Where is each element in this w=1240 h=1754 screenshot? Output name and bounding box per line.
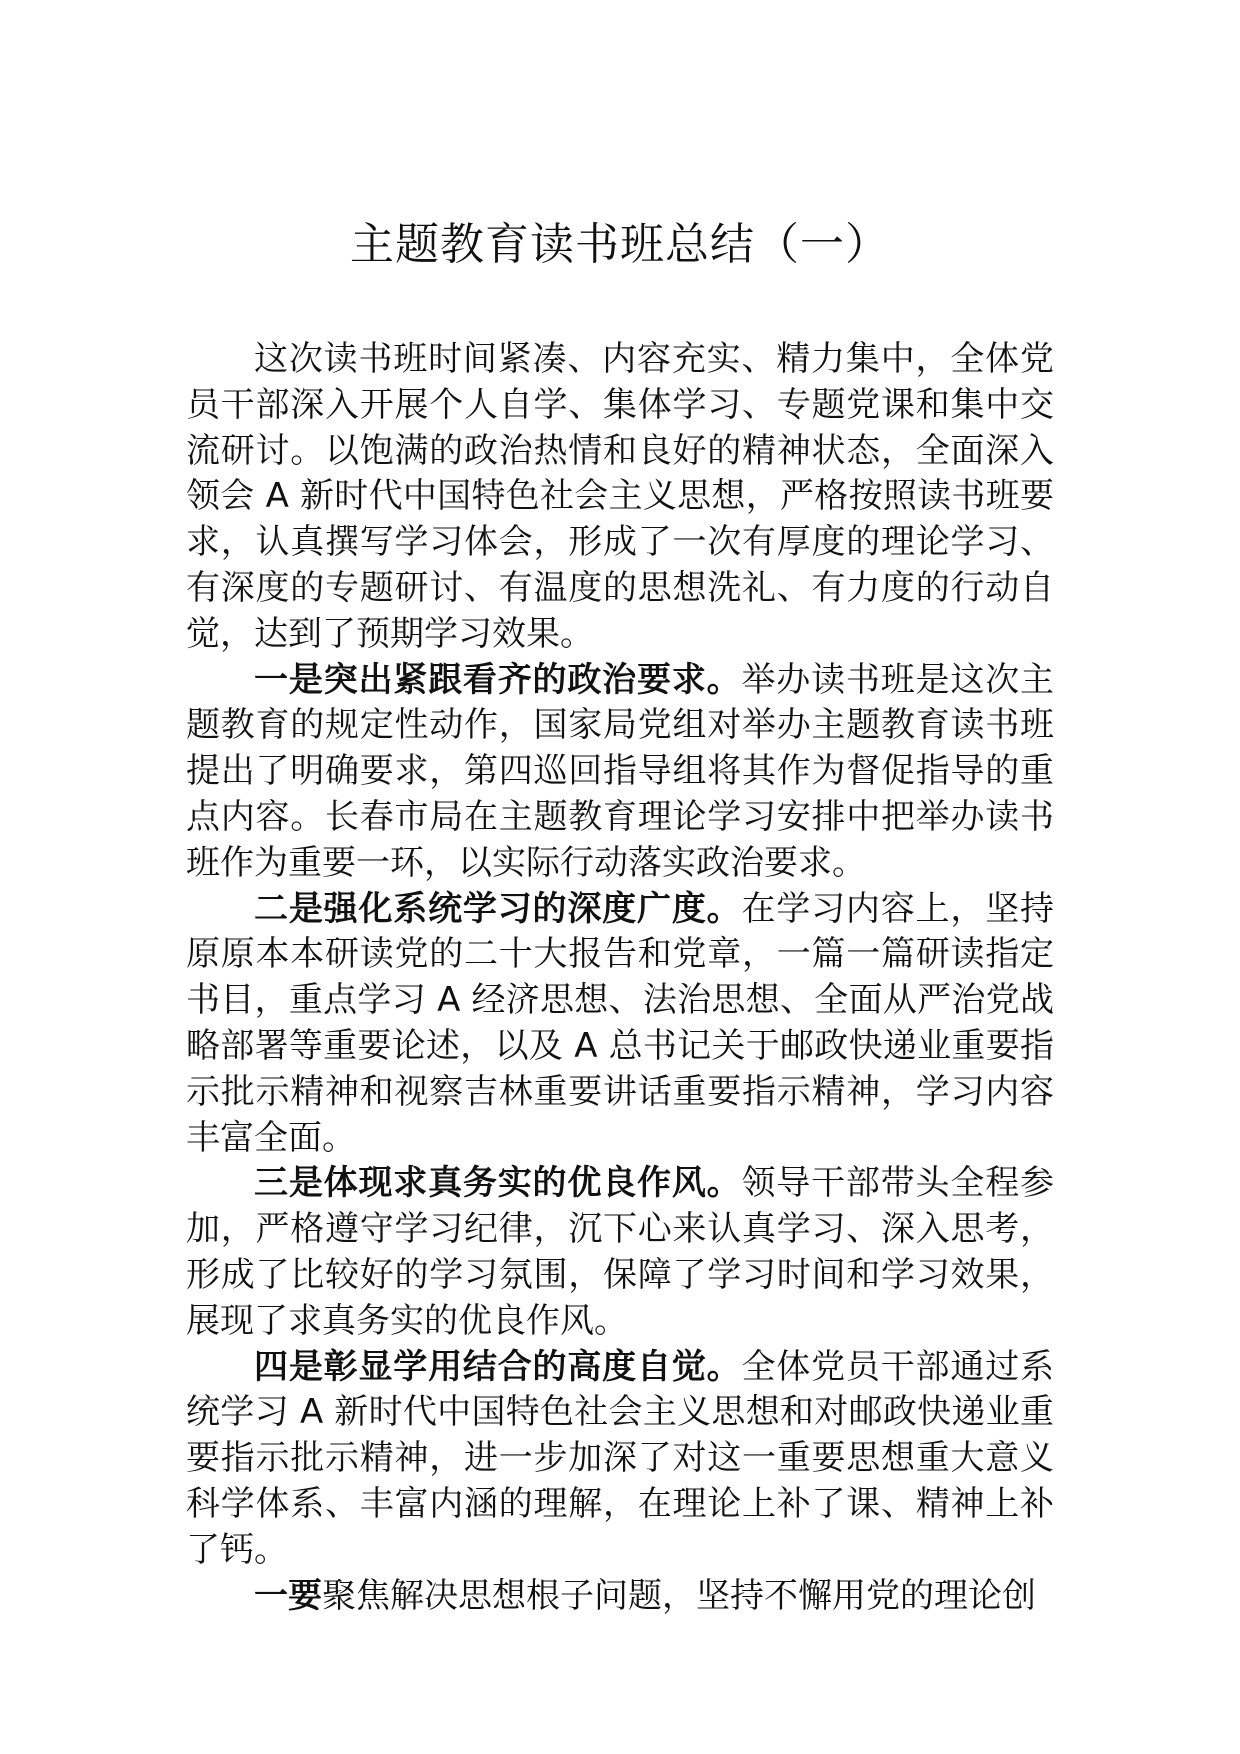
document-body	[186, 337, 1054, 1619]
paragraph-text: 领导干部带头全程参加，严格遵守学习纪律，沉下心来认真学习、深入思考，形成了比较好的学习氛围，保障了学习时间和学习效果，展现了求真务实的优良作风。	[186, 1163, 1055, 1341]
paragraph-text: 这次读书班时间紧凑、内容充实、精力集中，全体党员干部深入开展个人自学、集体学习、专题党课和集中交流研讨。以饱满的政治热情和良好的精神状态，全面深入领会 A 新时代中国特色社会主义思想，严格按照读书班要求，认真撰写学习体会，形成了一次有厚度的理论学习、有深度的专题研讨、有温度的思想洗礼、有力度的行动自觉，达到了预期学习效果。	[186, 339, 1054, 654]
paragraph-text: 举办读书班是这次主题教育的规定性动作，国家局党组对举办主题教育读书班提出了明确要求，第四巡回指导组将其作为督促指导的重点内容。长春市局在主题教育理论学习安排中把举办读书班作为重要一环，以实际行动落实政治要求。	[186, 659, 1055, 883]
paragraph-lead: 二是强化系统学习的深度广度。	[254, 888, 742, 929]
document-title: 主题教育读书班总结（一）	[350, 219, 890, 270]
paragraph-lead: 四是彰显学用结合的高度自觉。	[254, 1346, 742, 1387]
paragraph-point-4	[186, 1345, 1054, 1574]
paragraph-requirement-1	[186, 1574, 1054, 1620]
paragraph-lead: 三是体现求真务实的优良作风。	[254, 1163, 742, 1204]
paragraph-point-3	[186, 1161, 1054, 1344]
paragraph-text: 全体党员干部通过系统学习 A 新时代中国特色社会主义思想和对邮政快递业重要指示批示精神，进一步加深了对这一重要思想重大意义科学体系、丰富内涵的理解，在理论上补了课、精神上补了钙。	[186, 1346, 1055, 1570]
paragraph-point-1	[186, 658, 1054, 887]
paragraph-text: 在学习内容上，坚持原原本本研读党的二十大报告和党章，一篇一篇研读指定书目，重点学习 A 经济思想、法治思想、全面从严治党战略部署等重要论述，以及 A 总书记关于邮政快递业重要指示批示精神和视察吉林重要讲话重要指示精神，学习内容丰富全面。	[186, 888, 1055, 1158]
paragraph-point-2	[186, 887, 1054, 1162]
paragraph-lead: 一要	[254, 1575, 322, 1616]
paragraph-intro	[186, 337, 1054, 658]
paragraph-text: 聚焦解决思想根子问题，坚持不懈用党的理论创	[322, 1575, 1036, 1616]
paragraph-lead: 一是突出紧跟看齐的政治要求。	[254, 659, 742, 700]
